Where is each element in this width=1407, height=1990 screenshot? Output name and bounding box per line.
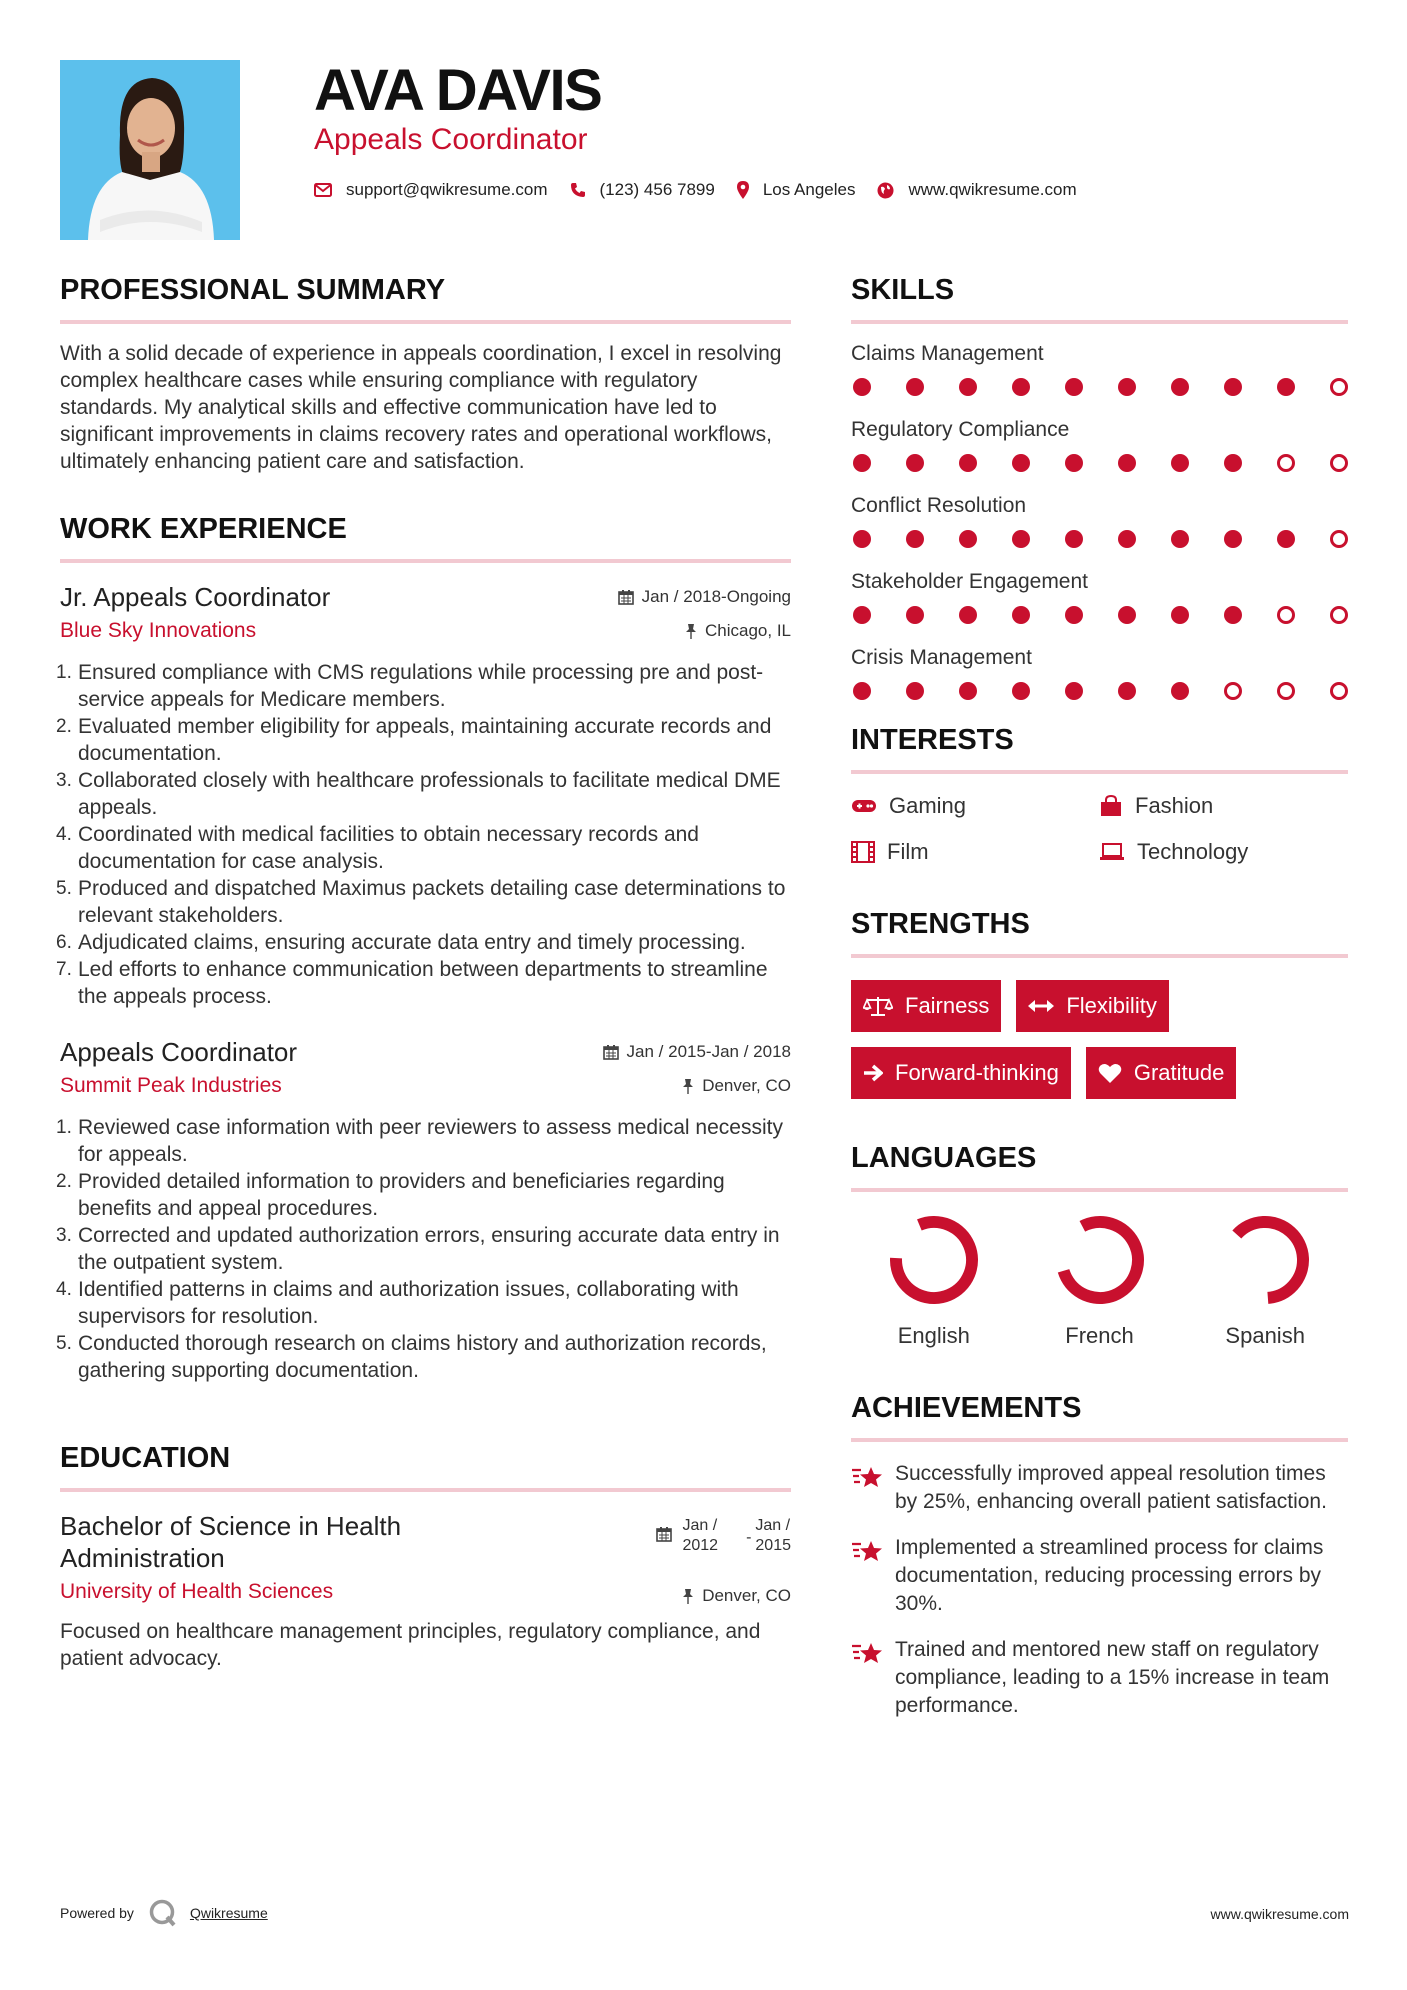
achievements-list — [851, 1460, 1348, 1720]
section-title: ACHIEVEMENTS — [851, 1392, 1082, 1424]
language-item — [1017, 1214, 1183, 1350]
rating-dot-empty — [1330, 454, 1348, 472]
rating-dot-empty — [1277, 606, 1295, 624]
calendar-icon — [618, 589, 634, 605]
contact-location — [737, 180, 856, 200]
achievements-section — [851, 1390, 1348, 1720]
language-item — [1182, 1214, 1348, 1350]
interest-label: Technology — [1137, 839, 1249, 864]
interests-section — [851, 722, 1348, 866]
language-label: English — [897, 1323, 970, 1348]
list-item: 1. Reviewed case information with peer reviewers to assess medical necessity for appeals. — [56, 1116, 783, 1166]
interest-label: Film — [887, 839, 929, 864]
contact-phone[interactable] — [570, 180, 715, 200]
rating-dot-empty — [1277, 682, 1295, 700]
section-title: INTERESTS — [851, 724, 1014, 756]
strength-label: Fairness — [905, 993, 990, 1018]
rating-dot-filled — [1012, 682, 1030, 700]
rating-dot-filled — [906, 378, 924, 396]
section-divider — [60, 320, 791, 324]
job-date — [618, 587, 791, 607]
job-location — [682, 1076, 791, 1096]
strength-label: Flexibility — [1066, 993, 1157, 1018]
education-date — [656, 1516, 791, 1556]
job-location — [685, 621, 791, 641]
rating-dot-filled — [853, 530, 871, 548]
calendar-icon — [603, 1044, 619, 1060]
list-item: 5. Conducted thorough research on claims history and authorization records, gathering supporting documentation. — [56, 1332, 767, 1382]
heart-icon — [1098, 1063, 1122, 1084]
job-location-text: Chicago, IL — [705, 621, 791, 640]
languages-section — [851, 1140, 1348, 1350]
skill-item — [851, 416, 1348, 472]
rating-dot-filled — [1065, 606, 1083, 624]
list-item: 7. Led efforts to enhance communication between departments to streamline the appeals process. — [56, 958, 768, 1008]
language-ring — [1054, 1214, 1146, 1306]
education-section — [60, 1440, 791, 1672]
job-date-text: Jan / 2018-Ongoing — [641, 587, 791, 606]
rating-dot-filled — [1171, 454, 1189, 472]
skill-name: Claims Management — [851, 342, 1044, 365]
achievement-text: Implemented a streamlined process for claims documentation, reducing processing errors by 30%. — [895, 1536, 1324, 1615]
strength-badge — [851, 1047, 1071, 1099]
list-item: 2. Provided detailed information to providers and beneficiaries regarding benefits and appeal procedures. — [56, 1170, 725, 1220]
rating-dot-filled — [1277, 378, 1295, 396]
section-title: PROFESSIONAL SUMMARY — [60, 274, 446, 306]
achievement-text: Successfully improved appeal resolution times by 25%, enhancing overall patient satisfaction. — [895, 1462, 1327, 1513]
language-level-arc — [1219, 1214, 1311, 1306]
rating-dot-filled — [853, 606, 871, 624]
rating-dot-filled — [1277, 530, 1295, 548]
list-item: 3. Collaborated closely with healthcare professionals to facilitate medical DME appeals. — [56, 769, 781, 819]
strength-badge — [1086, 1047, 1237, 1099]
calendar-icon — [656, 1526, 672, 1542]
strengths-section — [851, 906, 1348, 1114]
achievement-item — [851, 1460, 1348, 1516]
rating-dot-filled — [1012, 454, 1030, 472]
laptop-icon — [1099, 843, 1125, 861]
achievement-item — [851, 1534, 1348, 1618]
rating-dot-filled — [906, 530, 924, 548]
phone-text: (123) 456 7899 — [599, 180, 715, 199]
skill-rating — [851, 454, 1348, 472]
location-text: Los Angeles — [762, 180, 856, 199]
section-title: EDUCATION — [60, 1442, 231, 1474]
skill-rating — [851, 682, 1348, 700]
list-item: 1. Ensured compliance with CMS regulations while processing pre and post-service appeals for Medicare members. — [56, 661, 764, 711]
section-divider — [851, 1438, 1348, 1442]
skill-rating — [851, 530, 1348, 548]
website-text: www.qwikresume.com — [908, 180, 1077, 199]
candidate-name: AVA DAVIS — [314, 58, 602, 123]
interest-item — [851, 792, 1099, 820]
rating-dot-filled — [1065, 682, 1083, 700]
language-ring — [1219, 1214, 1311, 1306]
job-location-text: Denver, CO — [702, 1076, 791, 1095]
school-name: University of Health Sciences — [60, 1580, 334, 1603]
map-pin-icon — [737, 181, 749, 199]
powered-by-text: Powered by — [60, 1905, 134, 1921]
section-divider — [60, 559, 791, 563]
section-divider — [851, 320, 1348, 324]
list-item: 2. Evaluated member eligibility for appeals, maintaining accurate records and documentation. — [56, 715, 772, 765]
left-column — [56, 272, 791, 1672]
envelope-icon — [314, 183, 332, 197]
shooting-star-icon — [851, 1464, 885, 1490]
rating-dot-filled — [1065, 378, 1083, 396]
rating-dot-filled — [906, 606, 924, 624]
gamepad-icon — [851, 798, 877, 814]
job-bullets — [56, 659, 791, 1010]
skill-name: Conflict Resolution — [851, 494, 1027, 517]
skill-item — [851, 492, 1348, 548]
skills-section — [851, 272, 1348, 700]
section-divider — [851, 954, 1348, 958]
qwikresume-logo-icon — [148, 1898, 178, 1928]
skill-rating — [851, 606, 1348, 624]
list-item: 5. Produced and dispatched Maximus packets detailing case determinations to relevant stakeholders. — [56, 877, 786, 927]
rating-dot-filled — [1012, 378, 1030, 396]
interest-item — [1099, 838, 1347, 866]
pushpin-icon — [682, 1588, 694, 1604]
skill-rating — [851, 378, 1348, 396]
languages-list — [851, 1214, 1348, 1350]
candidate-role: Appeals Coordinator — [314, 123, 588, 156]
strengths-list — [851, 980, 1348, 1114]
language-ring — [888, 1214, 980, 1306]
rating-dot-filled — [1224, 454, 1242, 472]
pushpin-icon — [682, 1078, 694, 1094]
language-label: French — [1065, 1323, 1134, 1348]
rating-dot-filled — [853, 682, 871, 700]
job-date-text: Jan / 2015-Jan / 2018 — [626, 1042, 791, 1061]
skill-name: Crisis Management — [851, 646, 1032, 669]
rating-dot-filled — [1171, 606, 1189, 624]
language-level-arc — [888, 1214, 980, 1306]
skills-list — [851, 340, 1348, 700]
skill-item — [851, 644, 1348, 700]
skill-name: Stakeholder Engagement — [851, 570, 1088, 593]
strength-label: Gratitude — [1133, 1060, 1225, 1085]
rating-dot-filled — [1012, 606, 1030, 624]
arrows-horizontal-icon — [1028, 999, 1054, 1013]
section-title: STRENGTHS — [851, 908, 1030, 940]
profile-photo — [60, 60, 240, 240]
list-item: 6. Adjudicated claims, ensuring accurate data entry and timely processing. — [56, 931, 746, 954]
rating-dot-filled — [1118, 454, 1136, 472]
rating-dot-filled — [1118, 606, 1136, 624]
rating-dot-filled — [959, 682, 977, 700]
language-item — [851, 1214, 1017, 1350]
right-column — [851, 272, 1348, 1720]
rating-dot-filled — [1065, 454, 1083, 472]
achievement-text: Trained and mentored new staff on regulatory compliance, leading to a 15% increase in team performance. — [895, 1638, 1330, 1717]
footer-powered-by — [60, 1898, 268, 1928]
email-text: support@qwikresume.com — [346, 180, 548, 199]
interests-list — [851, 792, 1348, 866]
film-icon — [851, 841, 875, 863]
rating-dot-empty — [1277, 454, 1295, 472]
contact-bar — [314, 178, 1099, 202]
summary-text: With a solid decade of experience in appeals coordination, I excel in resolving complex healthcare cases while ensuring compliance with regulatory standards. My analytical skills and effective communication have led to significant improvements in claims recovery rates and operational workflows, ultimately enhancing patient care and satisfaction. — [60, 342, 782, 473]
rating-dot-filled — [959, 606, 977, 624]
section-title: LANGUAGES — [851, 1142, 1037, 1174]
education-location — [682, 1586, 791, 1606]
job-company: Blue Sky Innovations — [60, 619, 257, 642]
shooting-star-icon — [851, 1640, 885, 1666]
rating-dot-filled — [959, 530, 977, 548]
rating-dot-filled — [853, 454, 871, 472]
section-divider — [851, 1188, 1348, 1192]
skill-item — [851, 340, 1348, 396]
rating-dot-filled — [1118, 530, 1136, 548]
globe-icon — [877, 182, 894, 199]
rating-dot-filled — [853, 378, 871, 396]
degree-title: Bachelor of Science in Health Administration — [60, 1511, 402, 1573]
section-title: WORK EXPERIENCE — [60, 513, 347, 545]
language-label: Spanish — [1225, 1323, 1305, 1348]
rating-dot-filled — [1065, 530, 1083, 548]
balance-scale-icon — [863, 995, 893, 1017]
rating-dot-filled — [1224, 530, 1242, 548]
list-item: 4. Coordinated with medical facilities to obtain necessary records and documentation for case analysis. — [56, 823, 699, 873]
strength-label: Forward-thinking — [895, 1060, 1059, 1085]
date-end-month: Jan / — [755, 1517, 791, 1534]
phone-icon — [570, 182, 586, 198]
job-title: Appeals Coordinator — [60, 1037, 298, 1067]
qwikresume-link[interactable]: Qwikresume — [189, 1905, 268, 1921]
strength-badge — [851, 980, 1001, 1032]
rating-dot-filled — [906, 682, 924, 700]
language-level-arc — [1054, 1214, 1146, 1306]
experience-section — [56, 511, 791, 1384]
date-start-month: Jan / — [682, 1517, 718, 1534]
arrow-right-icon — [863, 1064, 883, 1082]
job-title: Jr. Appeals Coordinator — [60, 582, 331, 612]
list-item: 4. Identified patterns in claims and authorization issues, collaborating with supervisors for resolution. — [56, 1278, 739, 1328]
job-company: Summit Peak Industries — [60, 1074, 282, 1097]
rating-dot-filled — [1171, 530, 1189, 548]
interest-item — [851, 838, 1099, 866]
achievement-item — [851, 1636, 1348, 1720]
rating-dot-empty — [1330, 530, 1348, 548]
rating-dot-empty — [1330, 606, 1348, 624]
rating-dot-filled — [959, 378, 977, 396]
section-divider — [60, 1488, 791, 1492]
job-entry — [56, 1036, 791, 1384]
section-title: SKILLS — [851, 274, 955, 306]
date-separator: - — [746, 1529, 752, 1546]
rating-dot-filled — [1012, 530, 1030, 548]
job-date — [603, 1042, 791, 1062]
rating-dot-filled — [959, 454, 977, 472]
shooting-star-icon — [851, 1538, 885, 1564]
job-bullets — [56, 1114, 791, 1384]
interest-label: Gaming — [889, 793, 967, 818]
contact-email[interactable] — [314, 180, 548, 200]
list-item: 3. Corrected and updated authorization errors, ensuring accurate data entry in the outpatient system. — [56, 1224, 780, 1274]
skill-item — [851, 568, 1348, 624]
interest-label: Fashion — [1135, 793, 1214, 818]
summary-section — [60, 272, 791, 475]
rating-dot-empty — [1330, 682, 1348, 700]
job-entry — [56, 581, 791, 1010]
rating-dot-empty — [1224, 682, 1242, 700]
pushpin-icon — [685, 623, 697, 639]
rating-dot-filled — [1171, 682, 1189, 700]
date-start-year: 2012 — [682, 1537, 719, 1554]
rating-dot-empty — [1330, 378, 1348, 396]
rating-dot-filled — [1224, 378, 1242, 396]
education-description: Focused on healthcare management principles, regulatory compliance, and patient advocacy. — [60, 1620, 761, 1670]
rating-dot-filled — [1118, 682, 1136, 700]
rating-dot-filled — [906, 454, 924, 472]
strength-badge — [1016, 980, 1168, 1032]
shopping-bag-icon — [1099, 795, 1123, 817]
rating-dot-filled — [1224, 606, 1242, 624]
education-location-text: Denver, CO — [702, 1586, 791, 1605]
section-divider — [851, 770, 1348, 774]
rating-dot-filled — [1118, 378, 1136, 396]
contact-website[interactable] — [877, 180, 1076, 200]
interest-item — [1099, 792, 1347, 820]
education-entry — [60, 1510, 791, 1672]
date-end-year: 2015 — [755, 1537, 791, 1554]
rating-dot-filled — [1171, 378, 1189, 396]
skill-name: Regulatory Compliance — [851, 418, 1070, 441]
footer-website-link[interactable]: www.qwikresume.com — [1210, 1906, 1349, 1922]
